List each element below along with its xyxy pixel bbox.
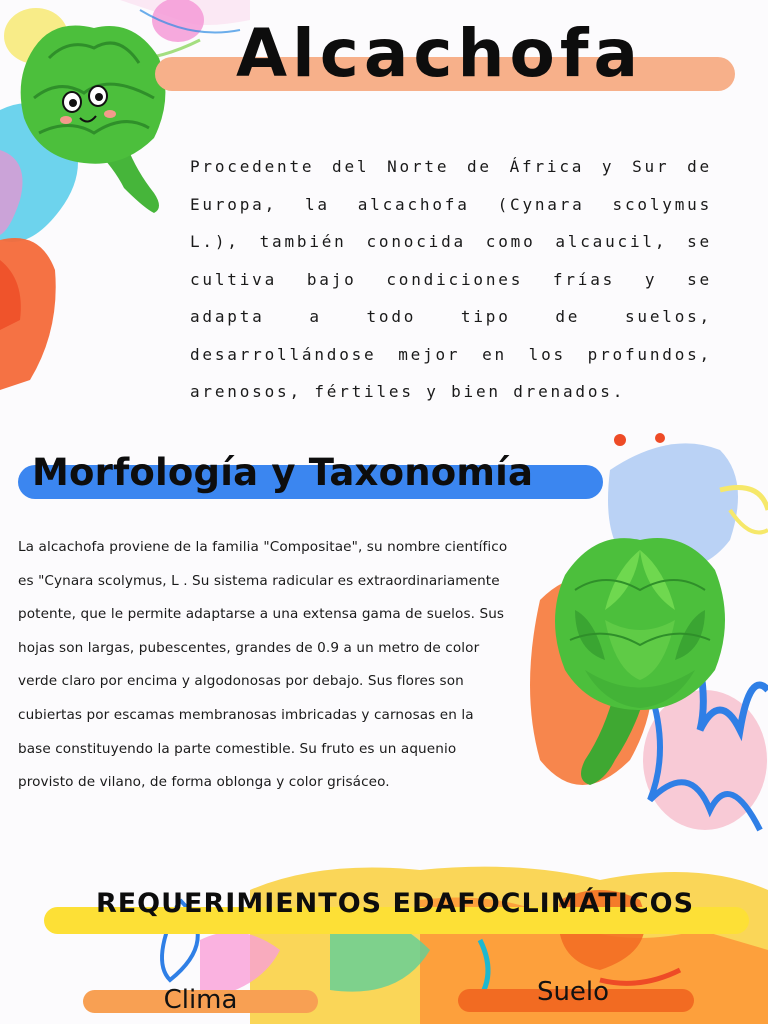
morfologia-paragraph: La alcachofa proviene de la familia "Compositae", su nombre científico es "Cynara scolymus, L . Su sistema radicular es extraordinariamente potente, que le permite adaptarse a una extensa gama de suelos. Sus hojas son largas, pubescentes, grandes de 0.9 a un metro de color verde claro por encima y algodonosas por debajo. Sus flores son cubiertas por escamas membranosas imbricadas y carnosas en la base constituyendo la parte comestible. Su fruto es un aquenio provisto de vilano, de forma oblonga y color grisáceo. xyxy=(18,539,508,791)
intro-paragraph: Procedente del Norte de África y Sur de Europa, la alcachofa (Cynara scolymus L.), también conocida como alcaucil, se cultiva bajo condiciones frías y se adapta a todo tipo de suelos, desarrollándose mejor en los profundos, arenosos, fértiles y bien drenados. xyxy=(190,157,712,401)
artichoke-mascot-illustration xyxy=(14,18,174,218)
clima-label: Clima xyxy=(163,985,238,1015)
page-title: Alcachofa xyxy=(236,15,644,92)
section-title-requerimientos: REQUERIMIENTOS EDAFOCLIMÁTICOS xyxy=(95,888,695,919)
artichoke-illustration xyxy=(545,530,735,790)
section-title-morfologia: Morfología y Taxonomía xyxy=(32,451,534,494)
suelo-label: Suelo xyxy=(536,977,610,1007)
